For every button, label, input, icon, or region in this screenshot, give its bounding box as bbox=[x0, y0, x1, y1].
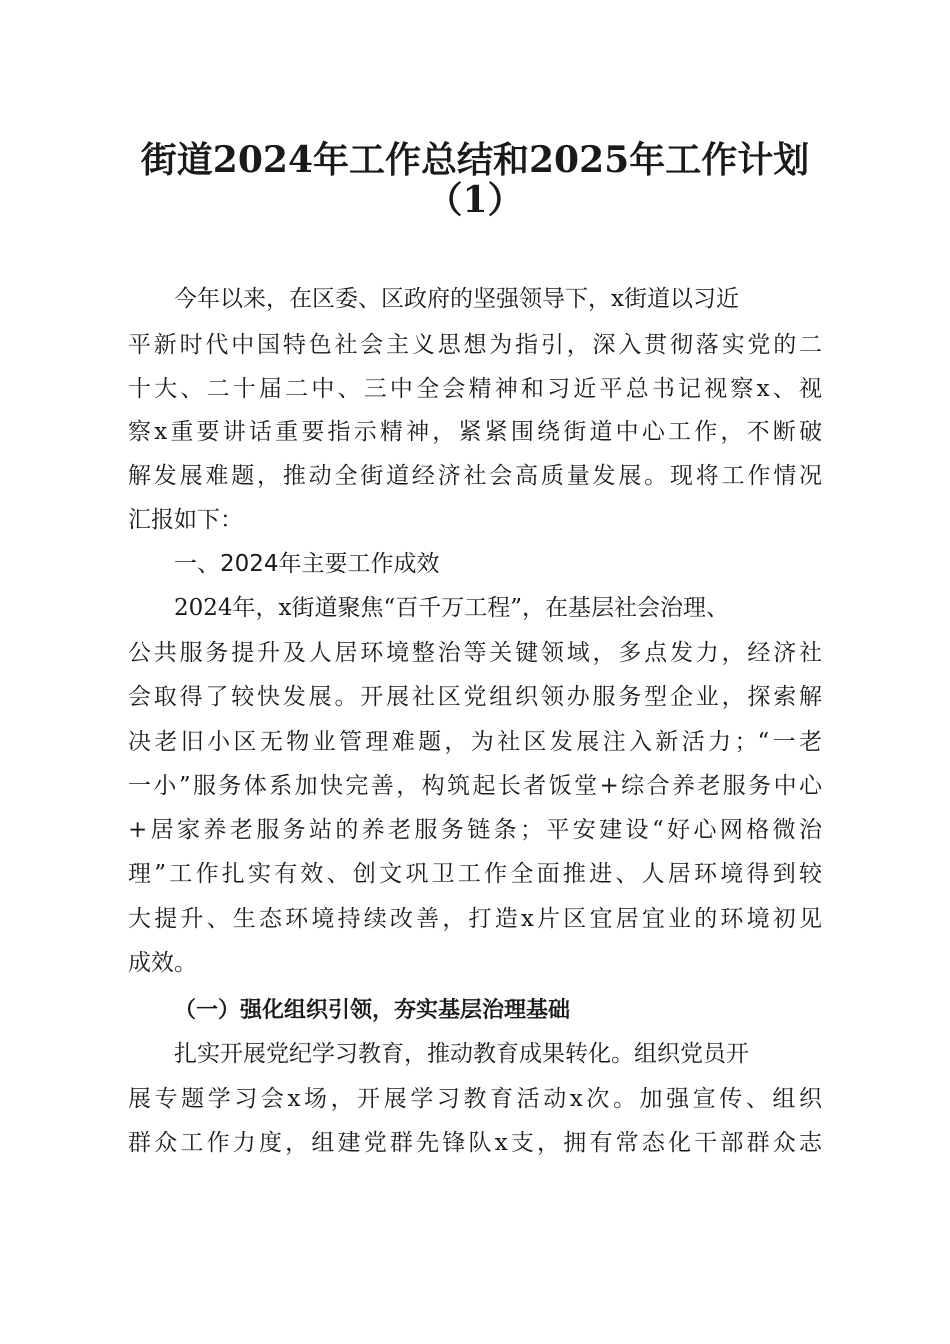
section-1-line-4: 决老旧小区无物业管理难题，为社区发展注入新活力；“一老 bbox=[128, 729, 822, 755]
intro-line-6: 汇报如下： bbox=[128, 507, 243, 533]
intro-line-1: 今年以来，在区委、区政府的坚强领导下，x街道以习近 bbox=[174, 286, 739, 312]
intro-line-2: 平新时代中国特色社会主义思想为指引，深入贯彻落实党的二 bbox=[128, 332, 822, 358]
section-1-line-3: 会取得了较快发展。开展社区党组织领办服务型企业，探索解 bbox=[128, 684, 822, 710]
section-1-line-1: 2024年，x街道聚焦“百千万工程”，在基层社会治理、 bbox=[174, 595, 730, 621]
subsection-1-line-3: 群众工作力度，组建党群先锋队x支，拥有常态化干部群众志 bbox=[128, 1130, 822, 1156]
section-1-line-6: +居家养老服务站的养老服务链条；平安建设“好心网格微治 bbox=[128, 817, 822, 843]
document-title-number: （1） bbox=[426, 179, 524, 221]
subsection-1-line-1: 扎实开展党纪学习教育，推动教育成果转化。组织党员开 bbox=[174, 1041, 749, 1067]
document-title: 街道2024年工作总结和2025年工作计划 bbox=[140, 139, 810, 181]
section-1-line-5: 一小”服务体系加快完善，构筑起长者饭堂+综合养老服务中心 bbox=[128, 773, 822, 799]
section-1-line-9: 成效。 bbox=[128, 950, 197, 976]
section-1-line-8: 大提升、生态环境持续改善，打造x片区宜居宜业的环境初见 bbox=[128, 906, 822, 932]
section-1-line-2: 公共服务提升及人居环境整治等关键领域，多点发力，经济社 bbox=[128, 640, 822, 666]
subsection-1-line-2: 展专题学习会x场，开展学习教育活动x次。加强宣传、组织 bbox=[128, 1086, 822, 1112]
intro-line-5: 解发展难题，推动全街道经济社会高质量发展。现将工作情况 bbox=[128, 463, 822, 489]
section-1-heading: 一、2024年主要工作成效 bbox=[174, 551, 440, 577]
subsection-1-heading: （一）强化组织引领，夯实基层治理基础 bbox=[174, 997, 571, 1023]
intro-line-4: 察x重要讲话重要指示精神，紧紧围绕街道中心工作，不断破 bbox=[128, 419, 822, 445]
section-1-line-7: 理”工作扎实有效、创文巩卫工作全面推进、人居环境得到较 bbox=[128, 861, 822, 887]
intro-line-3: 十大、二十届二中、三中全会精神和习近平总书记视察x、视 bbox=[128, 376, 822, 402]
